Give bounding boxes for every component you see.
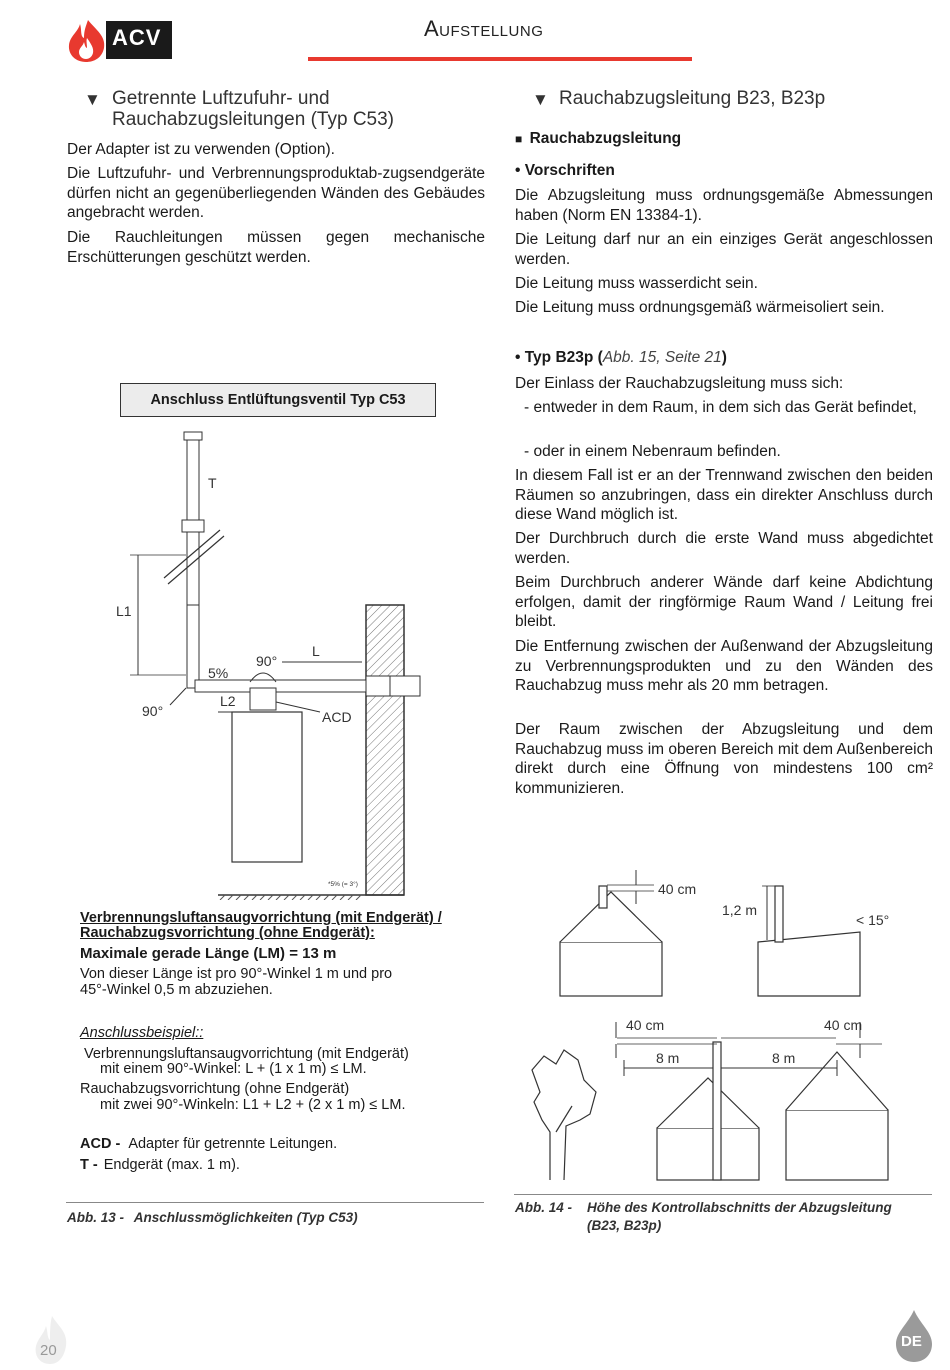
sub-heading: ■ Rauchabzugsleitung bbox=[515, 130, 682, 147]
t-desc: Endgerät (max. 1 m). bbox=[103, 1157, 240, 1173]
b23p-title: • Typ B23p (Abb. 15, Seite 21) bbox=[515, 349, 727, 366]
deduction-line1: Von dieser Länge ist pro 90°-Winkel 1 m und pro bbox=[80, 966, 393, 982]
left-heading-line2: Rauchabzugsleitungen (Typ C53) bbox=[112, 109, 395, 130]
chimney bbox=[713, 1042, 721, 1180]
example-b-line2: mit zwei 90°-Winkeln: L1 + L2 + (2 x 1 m) ≤ LM. bbox=[100, 1097, 406, 1113]
house-gable bbox=[560, 886, 662, 996]
house-mid bbox=[657, 1078, 759, 1180]
label-40c: 40 cm bbox=[824, 1017, 863, 1033]
acd-key: ACD - bbox=[80, 1136, 121, 1152]
label-note: *5% (= 3°) bbox=[328, 881, 358, 888]
label-12: 1,2 m bbox=[722, 902, 758, 918]
tree bbox=[532, 1050, 596, 1180]
left-paragraph: Die Rauchleitungen müssen gegen mechanische Erschütterungen geschützt werden. bbox=[67, 229, 485, 266]
label-acd: ACD bbox=[322, 709, 352, 725]
triangle-icon: ▼ bbox=[84, 90, 101, 109]
figure-15-link[interactable]: Abb. 15, Seite 21 bbox=[602, 349, 722, 366]
label-t: T bbox=[208, 475, 217, 491]
label-l1: L1 bbox=[116, 603, 132, 619]
rules-title: • Vorschriften bbox=[515, 162, 615, 179]
label-8b: 8 m bbox=[772, 1050, 796, 1066]
figure-14-caption-line1: Höhe des Kontrollabschnitts der Abzugsleitung bbox=[587, 1200, 892, 1215]
terminal bbox=[184, 432, 202, 440]
right-paragraph: Der Durchbruch durch die erste Wand muss abgedichtet werden. bbox=[515, 530, 933, 567]
left-paragraph: Die Luftzufuhr- und Verbrennungsproduktab-zugsendgeräte dürfen nicht an gegenüberliegenden Wänden des Gebäudes angebracht werden. bbox=[67, 165, 485, 221]
left-paragraph: Der Adapter ist zu verwenden (Option). bbox=[67, 141, 335, 158]
rule-item: Die Leitung muss ordnungsgemäß wärmeisoliert sein. bbox=[515, 299, 885, 316]
right-paragraph: Die Entfernung zwischen der Außenwand der Abzugsleitung zu Verbrennungsprodukten und zu den Wänden des Rauchabzug muss mehr als 20 mm betragen. bbox=[515, 638, 933, 694]
acd-legend bbox=[80, 1136, 337, 1152]
label-pct: 5% bbox=[208, 665, 229, 681]
label-8a: 8 m bbox=[656, 1050, 680, 1066]
label-deg-top: 90° bbox=[256, 653, 278, 669]
rule-item: Die Leitung darf nur an ein einziges Gerät angeschlossen werden. bbox=[515, 231, 933, 268]
figure-13-title-box bbox=[120, 383, 436, 417]
house-flat bbox=[758, 886, 860, 996]
t-key: T - bbox=[80, 1157, 98, 1173]
max-length: Maximale gerade Länge (LM) = 13 m bbox=[80, 945, 337, 962]
right-heading: Rauchabzugsleitung B23, B23p bbox=[559, 88, 826, 109]
spec-title-line2: Rauchabzugsvorrichtung (ohne Endgerät): bbox=[80, 925, 375, 941]
figure-13-caption-num: Abb. 13 - bbox=[67, 1210, 125, 1225]
brand-name: ACV bbox=[112, 25, 162, 50]
figure-13-diagram bbox=[100, 420, 430, 900]
left-heading-line1: Getrennte Luftzufuhr- und bbox=[112, 88, 330, 109]
label-l2: L2 bbox=[220, 693, 236, 709]
deduction-line2: 45°-Winkel 0,5 m abzuziehen. bbox=[80, 982, 273, 998]
triangle-icon: ▼ bbox=[532, 90, 549, 109]
example-b-line1: Rauchabzugsvorrichtung (ohne Endgerät) bbox=[80, 1081, 350, 1097]
label-l: L bbox=[312, 643, 320, 659]
label-deg-left: 90° bbox=[142, 703, 164, 719]
right-paragraph: Der Raum zwischen der Abzugsleitung und dem Rauchabzug muss im oberen Bereich mit dem Außenbereich direkt durch eine Öffnung von mindestens 100 cm² kommunizieren. bbox=[515, 721, 933, 797]
label-angle: < 15° bbox=[856, 912, 890, 928]
language-badge: DE bbox=[901, 1333, 922, 1350]
rule-item: Die Leitung muss wasserdicht sein. bbox=[515, 275, 758, 292]
vertical-pipe bbox=[187, 532, 199, 680]
figure-14-diagram bbox=[520, 870, 930, 1190]
figure-14-caption-line2: (B23, B23p) bbox=[587, 1218, 662, 1233]
figure-14-caption-num: Abb. 14 - bbox=[515, 1200, 573, 1215]
page-number: 20 bbox=[40, 1342, 57, 1359]
right-paragraph: Beim Durchbruch anderer Wände darf keine Abdichtung erfolgen, damit der ringförmige Raum Wand / Leitung frei bleibt. bbox=[515, 574, 933, 630]
acv-logo bbox=[66, 18, 174, 62]
spec-title-line1: Verbrennungsluftansaugvorrichtung (mit Endgerät) / bbox=[80, 910, 442, 926]
b23p-option: - oder in einem Nebenraum befinden. bbox=[524, 443, 781, 460]
adapter-acd bbox=[250, 688, 276, 710]
figure-13-title: Anschluss Entlüftungsventil Typ C53 bbox=[150, 392, 406, 408]
page-title: Aufstellung bbox=[424, 16, 544, 41]
t-legend bbox=[80, 1157, 240, 1173]
boiler bbox=[232, 712, 302, 862]
example-a-line2: mit einem 90°-Winkel: L + (1 x 1 m) ≤ LM. bbox=[100, 1061, 367, 1077]
label-40b: 40 cm bbox=[626, 1017, 665, 1033]
square-bullet-icon: ■ bbox=[515, 132, 523, 146]
rule-item: Die Abzugsleitung muss ordnungsgemäße Abmessungen haben (Norm EN 13384-1). bbox=[515, 187, 933, 224]
b23p-intro: Der Einlass der Rauchabzugsleitung muss sich: bbox=[515, 375, 844, 392]
b23p-option: - entweder in dem Raum, in dem sich das Gerät befindet, bbox=[524, 399, 917, 416]
figure-14-caption-rule bbox=[514, 1194, 932, 1195]
example-a-line1: Verbrennungsluftansaugvorrichtung (mit Endgerät) bbox=[84, 1046, 409, 1062]
figure-13-caption-text: Anschlussmöglichkeiten (Typ C53) bbox=[133, 1210, 358, 1225]
right-paragraph: In diesem Fall ist er an der Trennwand zwischen den beiden Räumen so anzubringen, dass ein direkter Anschluss durch diese Wand möglich ist. bbox=[515, 467, 933, 523]
title-underline bbox=[308, 57, 692, 61]
acd-desc: Adapter für getrennte Leitungen. bbox=[128, 1136, 338, 1152]
figure-13-caption bbox=[67, 1210, 358, 1225]
wall bbox=[366, 605, 404, 895]
example-title: Anschlussbeispiel:: bbox=[80, 1025, 204, 1041]
figure-13-caption-rule bbox=[66, 1202, 484, 1203]
label-40a: 40 cm bbox=[658, 881, 697, 897]
